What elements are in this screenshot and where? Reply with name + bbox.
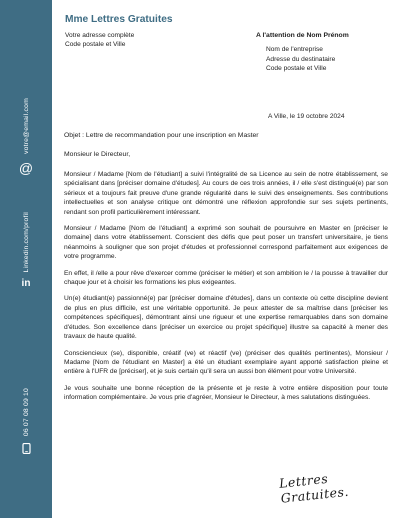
paragraph: Un(e) étudiant(e) passionné(e) par [préciser domaine d'études], dans un contexte où cette discipline devient de plus en plus difficile, est une véritable opportunité. Je peux attester de sa maîtrise dans [préciser les compétences spécifiques], démontrant ainsi une rigueur et une expertise remarquables dans son domaine d'études. Son excellence dans [préciser un exercice ou projet spécifique] illustre sa capacité à mener des travaux de haute qualité. xyxy=(64,295,388,341)
letter-date: A Ville, le 19 octobre 2024 xyxy=(268,113,345,120)
paragraph: Je vous souhaite une bonne réception de la présente et je reste à votre entière disposition pour toute information complémentaire. Je vous prie d'agréer, Monsieur le Directeur, à mes salutations distinguées. xyxy=(64,384,388,402)
phone-icon xyxy=(22,443,31,454)
recipient-attention: A l'attention de Nom Prénom xyxy=(256,32,349,39)
sidebar-phone[interactable]: 06 07 08 09 10 xyxy=(22,388,30,437)
letter-page xyxy=(52,0,400,518)
sender-city: Code postale et Ville xyxy=(65,41,126,48)
paragraph: Monsieur / Madame [Nom de l'étudiant] a exprimé son souhait de poursuivre en Master en [préciser le domaine] dans votre établissement. Conscient des défis que peut poser un transfert universitaire, je tiens néanmoins à souligner que son projet d'études et professionnel correspond parfaitement aux exigences de votre programme. xyxy=(64,225,388,261)
sidebar-phone-block xyxy=(0,388,52,454)
letter-greeting: Monsieur le Directeur, xyxy=(64,151,131,158)
signature: Lettres Gratuites. xyxy=(278,470,350,506)
letter-subject: Objet : Lettre de recommandation pour une inscription en Master xyxy=(64,132,259,139)
paragraph: Consciencieux (se), disponible, créatif (ve) et réactif (ve) (préciser des qualités pertinentes), Monsieur / Madame [Nom de l'étudiant en Master] a été un étudiant exemplaire ayant apporté satisfaction pleine et entière à l'UFR de [préciser], et je suis certain qu'il sera un aussi bon élément pour votre Université. xyxy=(64,349,388,376)
sidebar-linkedin-block xyxy=(0,212,52,289)
sender-name: Mme Lettres Gratuites xyxy=(65,14,173,25)
recipient-city: Code postale et Ville xyxy=(266,65,327,72)
sender-address: Votre adresse complète xyxy=(65,32,135,39)
recipient-company: Nom de l'entreprise xyxy=(266,46,323,53)
sidebar-email[interactable]: votre@email.com xyxy=(22,98,30,154)
recipient-address: Adresse du destinataire xyxy=(266,55,336,63)
sidebar xyxy=(0,0,52,518)
paragraph: Monsieur / Madame [Nom de l'étudiant] a suivi l'intégralité de sa Licence au sein de notre établissement, se spécialisant dans [préciser domaine d'études]. Au cours de ces trois années, il / elle s'est distingué(e) par son sérieux et a toujours fait preuve d'une grande régularité dans le suivi des enseignements. Ses contributions intellectuelles et son analyse critique ont démontré une réflexion approfondie sur ses sujets pertinents, rendant son profil particulièrement intéressant. xyxy=(64,171,388,216)
linkedin-icon: in xyxy=(21,278,31,290)
sidebar-email-block xyxy=(0,98,52,175)
sidebar-linkedin[interactable]: Linkedin.com/profil xyxy=(22,212,30,273)
letter-body xyxy=(64,170,388,410)
at-icon: @ xyxy=(18,159,34,176)
paragraph: En effet, il /elle a pour rêve d'exercer comme (préciser le métier) et son ambition le / la pousse à travailler dur chaque jour et à choisir les formations les plus exigeantes. xyxy=(64,269,388,287)
